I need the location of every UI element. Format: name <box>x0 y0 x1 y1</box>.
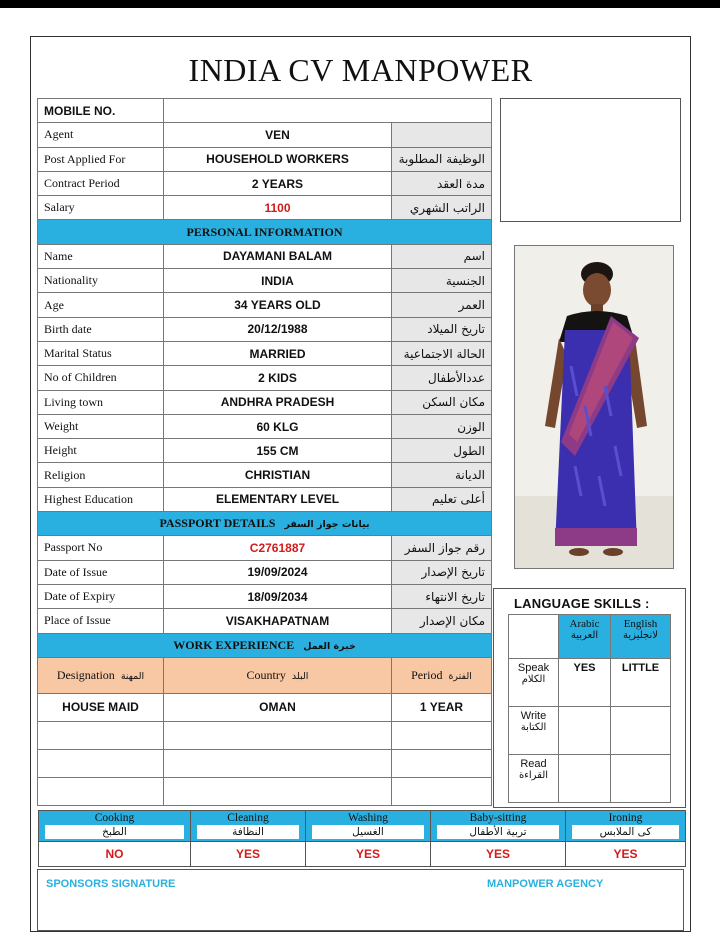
speak-en: Speak <box>517 662 550 674</box>
row-arabic: تاريخ الإصدار <box>392 560 492 584</box>
work-period <box>392 749 492 777</box>
skill-value: YES <box>566 841 686 866</box>
row-value: 2 KIDS <box>164 366 392 390</box>
row-value: VEN <box>164 123 392 147</box>
country-label: Country <box>246 667 286 682</box>
mobile-value <box>164 99 492 123</box>
agent-row <box>38 123 492 147</box>
candidate-photo-illustration <box>515 246 674 569</box>
row-label: Living town <box>38 390 164 414</box>
language-corner-cell <box>509 615 559 659</box>
work-country <box>164 749 392 777</box>
signature-box <box>37 869 684 931</box>
passport-row <box>38 536 492 560</box>
skill-arabic: النظافة <box>197 825 299 839</box>
row-arabic: الراتب الشهري <box>392 196 492 220</box>
skill-arabic-cell <box>191 825 306 842</box>
skill-name: Cooking <box>39 811 191 825</box>
write-ar: الكتابة <box>520 722 547 733</box>
work-header-arabic: خبرة العمل <box>303 640 356 652</box>
work-country: OMAN <box>164 693 392 721</box>
row-value: MARRIED <box>164 341 392 365</box>
row-value: CHRISTIAN <box>164 463 392 487</box>
work-designation <box>38 721 164 749</box>
english-ar-label: لانجليزية <box>623 630 658 641</box>
read-ar: القراءة <box>518 770 549 781</box>
manpower-agency-label: MANPOWER AGENCY <box>487 878 604 890</box>
read-en: Read <box>520 758 547 770</box>
personal-row <box>38 341 492 365</box>
write-english-value <box>611 707 671 755</box>
personal-row <box>38 366 492 390</box>
english-en-label: English <box>623 618 658 630</box>
mobile-row <box>38 99 492 123</box>
speak-label <box>509 659 559 707</box>
speak-arabic-value: YES <box>559 659 611 707</box>
row-arabic: الحالة الاجتماعية <box>392 341 492 365</box>
top-bar <box>0 0 720 8</box>
work-header-row <box>38 633 492 657</box>
row-value: 18/09/2034 <box>164 584 392 608</box>
skill-arabic-cell <box>39 825 191 842</box>
page-title: INDIA CV MANPOWER <box>188 52 533 88</box>
row-label: Place of Issue <box>38 609 164 633</box>
row-arabic: الوزن <box>392 414 492 438</box>
row-label: Height <box>38 439 164 463</box>
work-period: 1 YEAR <box>392 693 492 721</box>
personal-row <box>38 414 492 438</box>
personal-info-header: PERSONAL INFORMATION <box>38 220 492 244</box>
row-value: ELEMENTARY LEVEL <box>164 487 392 511</box>
personal-row <box>38 269 492 293</box>
period-label: Period <box>411 667 443 682</box>
language-skills-table <box>508 614 671 803</box>
work-country <box>164 721 392 749</box>
row-value: ANDHRA PRADESH <box>164 390 392 414</box>
row-value: HOUSEHOLD WORKERS <box>164 147 392 171</box>
sponsor-signature-label: SPONSORS SIGNATURE <box>46 878 176 890</box>
row-label: Contract Period <box>38 171 164 195</box>
personal-row <box>38 244 492 268</box>
row-label: Date of Issue <box>38 560 164 584</box>
work-designation <box>38 749 164 777</box>
row-arabic: الوظيفة المطلوبة <box>392 147 492 171</box>
work-row <box>38 693 492 721</box>
language-skills-title: LANGUAGE SKILLS : <box>514 596 650 611</box>
language-row-read <box>509 755 671 803</box>
row-label: Passport No <box>38 536 164 560</box>
designation-label: Designation <box>56 667 115 682</box>
row-arabic: اسم <box>392 244 492 268</box>
household-skills-table <box>38 810 686 867</box>
skill-name: Washing <box>306 811 431 825</box>
skill-value: YES <box>306 841 431 866</box>
row-arabic: الطول <box>392 439 492 463</box>
mobile-label: MOBILE NO. <box>38 99 164 123</box>
row-value: 19/09/2024 <box>164 560 392 584</box>
english-column-header <box>611 615 671 659</box>
arabic-en-label: Arabic <box>569 618 600 630</box>
skill-arabic-cell <box>566 825 686 842</box>
language-skills-panel <box>493 588 686 808</box>
period-arabic: الفترة <box>448 670 472 682</box>
skill-name: Baby-sitting <box>431 811 566 825</box>
row-arabic: مكان الإصدار <box>392 609 492 633</box>
row-value: 2 YEARS <box>164 171 392 195</box>
skill-arabic: تربية الأطفال <box>437 825 559 839</box>
skill-value: YES <box>191 841 306 866</box>
row-value: INDIA <box>164 269 392 293</box>
row-value: 20/12/1988 <box>164 317 392 341</box>
write-en: Write <box>520 710 547 722</box>
personal-header-row <box>38 220 492 244</box>
work-row <box>38 721 492 749</box>
skill-arabic: الغسيل <box>312 825 424 839</box>
row-value: 155 CM <box>164 439 392 463</box>
row-arabic: تاريخ الميلاد <box>392 317 492 341</box>
passport-header-row <box>38 512 492 536</box>
contract-row <box>38 171 492 195</box>
row-label: Date of Expiry <box>38 584 164 608</box>
passport-row <box>38 560 492 584</box>
work-period <box>392 777 492 805</box>
read-label <box>509 755 559 803</box>
read-english-value <box>611 755 671 803</box>
post-row <box>38 147 492 171</box>
row-arabic: الجنسية <box>392 269 492 293</box>
row-arabic: مكان السكن <box>392 390 492 414</box>
row-arabic: رقم جواز السفر <box>392 536 492 560</box>
passport-number-value: C2761887 <box>164 536 392 560</box>
row-arabic: أعلى تعليم <box>392 487 492 511</box>
speak-english-value: LITTLE <box>611 659 671 707</box>
write-arabic-value <box>559 707 611 755</box>
country-arabic: البلد <box>291 670 309 682</box>
passport-row <box>38 584 492 608</box>
skill-arabic-cell <box>306 825 431 842</box>
language-row-speak <box>509 659 671 707</box>
row-label: Marital Status <box>38 341 164 365</box>
period-column-header <box>392 657 492 693</box>
personal-row <box>38 487 492 511</box>
row-arabic: عددالأطفال <box>392 366 492 390</box>
passport-header-label: PASSPORT DETAILS <box>159 516 276 531</box>
language-header-row <box>509 615 671 659</box>
row-label: Agent <box>38 123 164 147</box>
passport-row <box>38 609 492 633</box>
row-label: Age <box>38 293 164 317</box>
passport-details-header <box>38 512 492 536</box>
row-label: Birth date <box>38 317 164 341</box>
row-label: Salary <box>38 196 164 220</box>
skills-english-row <box>39 811 686 825</box>
row-label: Highest Education <box>38 487 164 511</box>
skill-name: Ironing <box>566 811 686 825</box>
personal-row <box>38 293 492 317</box>
candidate-photo <box>514 245 674 569</box>
row-label: No of Children <box>38 366 164 390</box>
designation-column-header <box>38 657 164 693</box>
work-designation: HOUSE MAID <box>38 693 164 721</box>
salary-row <box>38 196 492 220</box>
row-label: Nationality <box>38 269 164 293</box>
row-label: Religion <box>38 463 164 487</box>
designation-arabic: المهنة <box>120 670 145 682</box>
skill-name: Cleaning <box>191 811 306 825</box>
arabic-column-header <box>559 615 611 659</box>
salary-value: 1100 <box>164 196 392 220</box>
language-row-write <box>509 707 671 755</box>
row-value: 60 KLG <box>164 414 392 438</box>
personal-row <box>38 390 492 414</box>
write-label <box>509 707 559 755</box>
read-arabic-value <box>559 755 611 803</box>
work-columns-row <box>38 657 492 693</box>
row-value: 34 YEARS OLD <box>164 293 392 317</box>
work-country <box>164 777 392 805</box>
row-arabic: الديانة <box>392 463 492 487</box>
skill-value: YES <box>431 841 566 866</box>
work-header-label: WORK EXPERIENCE <box>173 637 295 652</box>
personal-row <box>38 439 492 463</box>
work-row <box>38 777 492 805</box>
cv-details-table <box>37 98 492 806</box>
skills-value-row <box>39 841 686 866</box>
row-value: DAYAMANI BALAM <box>164 244 392 268</box>
personal-row <box>38 317 492 341</box>
skill-arabic-cell <box>431 825 566 842</box>
arabic-ar-label: العربية <box>570 630 599 641</box>
row-label: Weight <box>38 414 164 438</box>
work-designation <box>38 777 164 805</box>
row-label: Post Applied For <box>38 147 164 171</box>
row-arabic <box>392 123 492 147</box>
work-experience-header <box>38 633 492 657</box>
row-label: Name <box>38 244 164 268</box>
personal-row <box>38 463 492 487</box>
speak-ar: الكلام <box>521 674 546 685</box>
country-column-header <box>164 657 392 693</box>
skill-arabic: كى الملابس <box>572 825 679 839</box>
row-value: VISAKHAPATNAM <box>164 609 392 633</box>
passport-header-arabic: بيانات جواز السفر <box>284 519 370 531</box>
row-arabic: مدة العقد <box>392 171 492 195</box>
logo-placeholder <box>500 98 681 222</box>
skill-value: NO <box>39 841 191 866</box>
skill-arabic: الطبخ <box>45 825 184 839</box>
skills-arabic-row <box>39 825 686 842</box>
row-arabic: تاريخ الانتهاء <box>392 584 492 608</box>
row-arabic: العمر <box>392 293 492 317</box>
work-period <box>392 721 492 749</box>
work-row <box>38 749 492 777</box>
